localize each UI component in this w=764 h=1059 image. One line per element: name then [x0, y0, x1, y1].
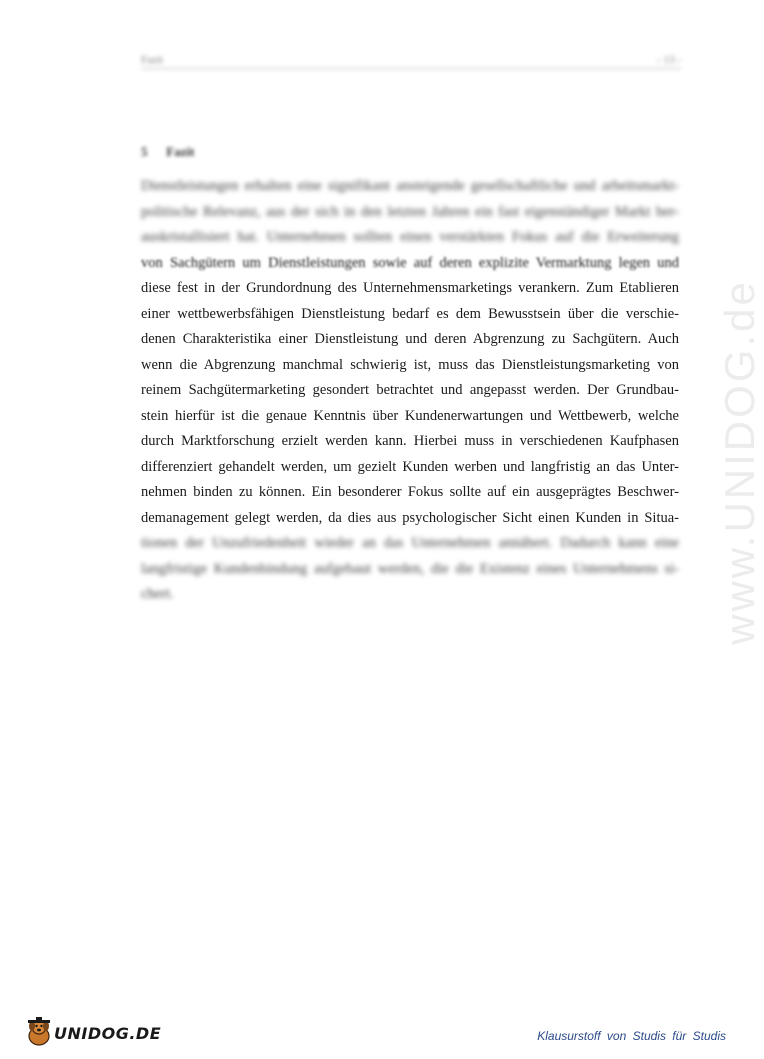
- text-line: einer wettbewerbsfähigen Dienstleistung bedarf es dem Bewusstsein über die verschie-: [141, 305, 679, 322]
- dog-mascot-icon: [24, 1016, 54, 1048]
- text-line: von Sachgütern um Dienstleistungen sowie auf deren explizite Vermarktung legen und: [141, 254, 679, 271]
- section-title: Fazit: [166, 144, 195, 159]
- text-line: reinem Sachgütermarketing gesondert betrachtet und angepasst werden. Der Grundbau-: [141, 382, 679, 398]
- running-header: [141, 54, 681, 69]
- text-line: demanagement gelegt werden, da dies aus psychologischer Sicht einen Kunden in Situa-: [141, 509, 679, 526]
- body-paragraph: [141, 174, 679, 608]
- header-title: Fazit: [141, 54, 163, 66]
- text-line: auskristallisiert hat. Unternehmen sollten einen verstärkten Fokus auf die Erweiterung: [141, 229, 679, 245]
- text-line: chert.: [141, 586, 174, 602]
- text-line: denen Charakteristika einer Dienstleistung und deren Abgrenzung zu Sachgütern. Auch: [141, 331, 679, 347]
- section-heading: [141, 144, 194, 160]
- text-line: Dienstleistungen erhalten eine signifikant ansteigende gesellschaftliche und arbeitsmarkt-: [141, 178, 679, 194]
- text-line: differenziert gehandelt werden, um gezielt Kunden werben und langfristig an das Unter-: [141, 458, 679, 475]
- watermark-text: www.UNIDOG.de: [716, 279, 763, 645]
- text-line: diese fest in der Grundordnung des Unternehmensmarketings verankern. Zum Etablieren: [141, 280, 679, 296]
- text-line: wenn die Abgrenzung manchmal schwierig ist, muss das Dienstleistungsmarketing von: [141, 356, 679, 373]
- logo-wordmark: UNIDOG.DE: [54, 1024, 162, 1043]
- text-line: durch Marktforschung erzielt werden kann. Hierbei muss in verschiedenen Kaufphasen: [141, 433, 679, 449]
- unidog-logo[interactable]: [24, 1016, 162, 1048]
- text-line: nehmen binden zu können. Ein besonderer Fokus sollte auf ein ausgeprägtes Beschwer-: [141, 484, 679, 500]
- text-line: langfristige Kundenbindung aufgebaut werden, die die Existenz eines Unternehmens si-: [141, 560, 679, 577]
- section-number: 5: [141, 144, 148, 159]
- footer-slogan: Klausurstoff von Studis für Studis: [537, 1029, 726, 1043]
- text-line: stein hierfür ist die genaue Kenntnis über Kundenerwartungen und Wettbewerb, welche: [141, 407, 679, 424]
- header-page-number: - 13 -: [657, 54, 681, 66]
- text-line: politische Relevanz, aus der sich in den letzten Jahren ein fast eigenständiger Markt her-: [141, 203, 679, 220]
- text-line: tionen der Unzufriedenheit wieder an das Unternehmen annähert. Dadurch kann eine: [141, 535, 679, 551]
